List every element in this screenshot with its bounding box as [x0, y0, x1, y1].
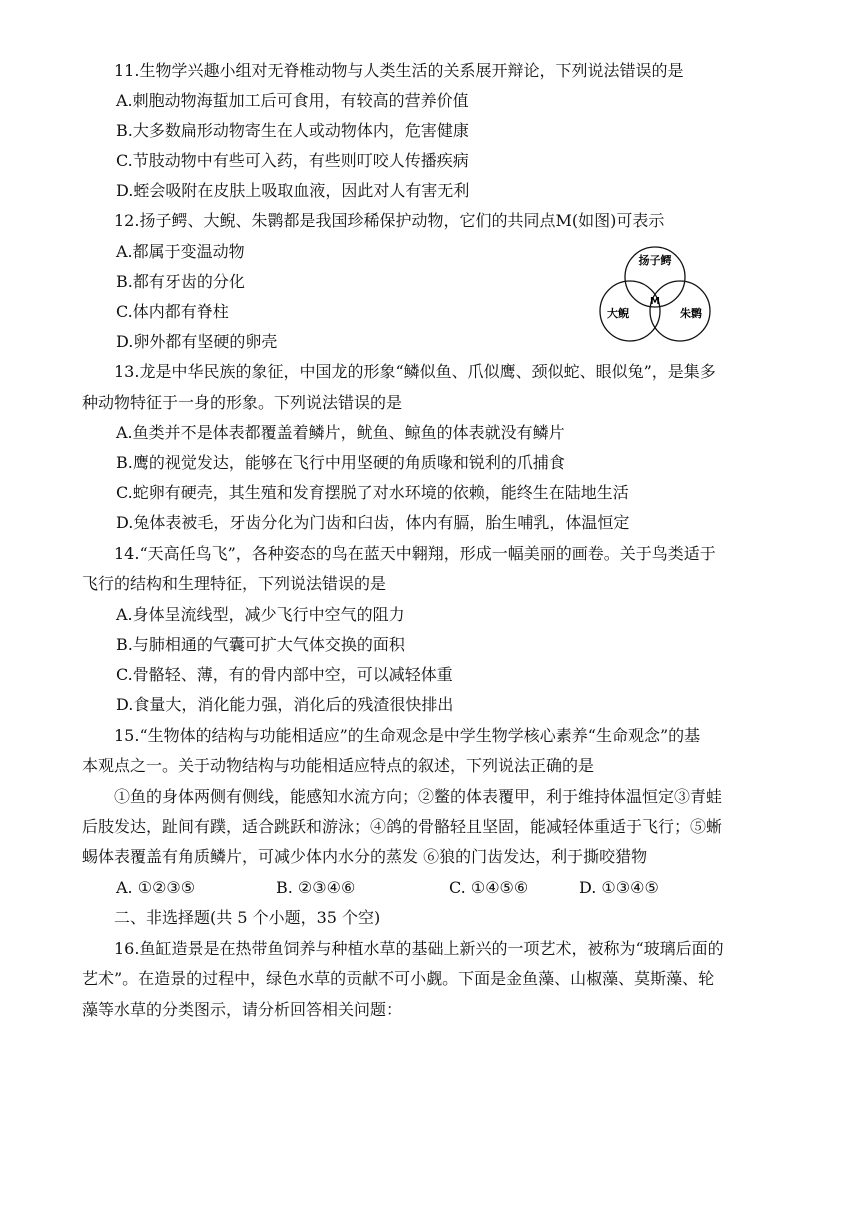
q11-option-b: B.大多数扁形动物寄生在人或动物体内，危害健康: [116, 121, 469, 140]
q13-option-c: C.蛇卵有硬壳，其生殖和发育摆脱了对水环境的依赖，能终生在陆地生活: [116, 483, 629, 502]
q14-option-c: C.骨骼轻、薄，有的骨内部中空，可以减轻体重: [116, 665, 453, 684]
q15-option-c: C. ①④⑤⑥: [449, 878, 529, 897]
q12-option-a: A.都属于变温动物: [116, 242, 245, 261]
q14-stem-line2: 飞行的结构和生理特征，下列说法错误的是: [82, 574, 387, 593]
q12-option-d: D.卵外都有坚硬的卵壳: [116, 332, 278, 351]
q11-stem: 11.生物学兴趣小组对无脊椎动物与人类生活的关系展开辩论，下列说法错误的是: [114, 61, 684, 80]
venn-label-center: M: [650, 296, 660, 307]
q13-option-a: A.鱼类并不是体表都覆盖着鳞片，鱿鱼、鲸鱼的体表就没有鳞片: [116, 423, 565, 442]
section-heading: 二、非选择题(共 5 个小题，35 个空): [114, 908, 381, 927]
q15-option-a: A. ①②③⑤: [116, 878, 196, 897]
q13-stem-line1: 13.龙是中华民族的象征，中国龙的形象“鳞似鱼、爪似鹰、颈似蛇、眼似兔”，是集多: [114, 362, 716, 381]
venn-diagram: [596, 244, 714, 348]
q11-option-a: A.刺胞动物海蜇加工后可食用，有较高的营养价值: [116, 91, 469, 110]
q15-stem-line1: 15.“生物体的结构与功能相适应”的生命观念是中学生物学核心素养“生命观念”的基: [114, 726, 701, 745]
venn-label-left: 大鲵: [607, 307, 629, 320]
q14-stem-line1: 14.“天高任鸟飞”，各种姿态的鸟在蓝天中翱翔，形成一幅美丽的画卷。关于鸟类适于: [114, 544, 716, 563]
venn-label-right: 朱鹮: [680, 307, 702, 320]
q15-body-line1: ①鱼的身体两侧有侧线，能感知水流方向；②鳖的体表覆甲，利于维持体温恒定③青蛙: [114, 787, 723, 806]
q15-body-line3: 蜴体表覆盖有角质鳞片，可减少体内水分的蒸发 ⑥狼的门齿发达，利于撕咬猎物: [82, 847, 648, 866]
q15-body-line2: 后肢发达，趾间有蹼，适合跳跃和游泳；④鸽的骨骼轻且坚固，能减轻体重适于飞行；⑤蜥: [82, 817, 723, 836]
q15-stem-line2: 本观点之一。关于动物结构与功能相适应特点的叙述，下列说法正确的是: [82, 756, 595, 775]
q13-option-b: B.鹰的视觉发达，能够在飞行中用坚硬的角质喙和锐利的爪捕食: [116, 453, 565, 472]
q14-option-a: A.身体呈流线型，减少飞行中空气的阻力: [116, 605, 405, 624]
venn-label-top: 扬子鳄: [638, 254, 672, 267]
q16-stem-line1: 16.鱼缸造景是在热带鱼饲养与种植水草的基础上新兴的一项艺术，被称为“玻璃后面的: [114, 939, 724, 958]
q15-option-b: B. ②③④⑥: [276, 878, 356, 897]
q16-stem-line3: 藻等水草的分类图示，请分析回答相关问题：: [82, 1000, 403, 1019]
q16-stem-line2: 艺术”。在造景的过程中，绿色水草的贡献不可小觑。下面是金鱼藻、山椒藻、莫斯藻、轮: [82, 969, 715, 988]
q14-option-b: B.与肺相通的气囊可扩大气体交换的面积: [116, 635, 405, 654]
q15-option-d: D. ①③④⑤: [579, 878, 659, 897]
q13-stem-line2: 种动物特征于一身的形象。下列说法错误的是: [82, 393, 403, 412]
q12-option-b: B.都有牙齿的分化: [116, 272, 245, 291]
q14-option-d: D.食量大，消化能力强，消化后的残渣很快排出: [116, 695, 454, 714]
q12-stem: 12.扬子鳄、大鲵、朱鹮都是我国珍稀保护动物，它们的共同点M(如图)可表示: [114, 211, 665, 230]
q11-option-c: C.节肢动物中有些可入药，有些则叮咬人传播疾病: [116, 151, 469, 170]
q13-option-d: D.兔体表被毛，牙齿分化为门齿和臼齿，体内有膈，胎生哺乳，体温恒定: [116, 513, 630, 532]
q11-option-d: D.蛭会吸附在皮肤上吸取血液，因此对人有害无利: [116, 181, 470, 200]
q12-option-c: C.体内都有脊柱: [116, 302, 229, 321]
